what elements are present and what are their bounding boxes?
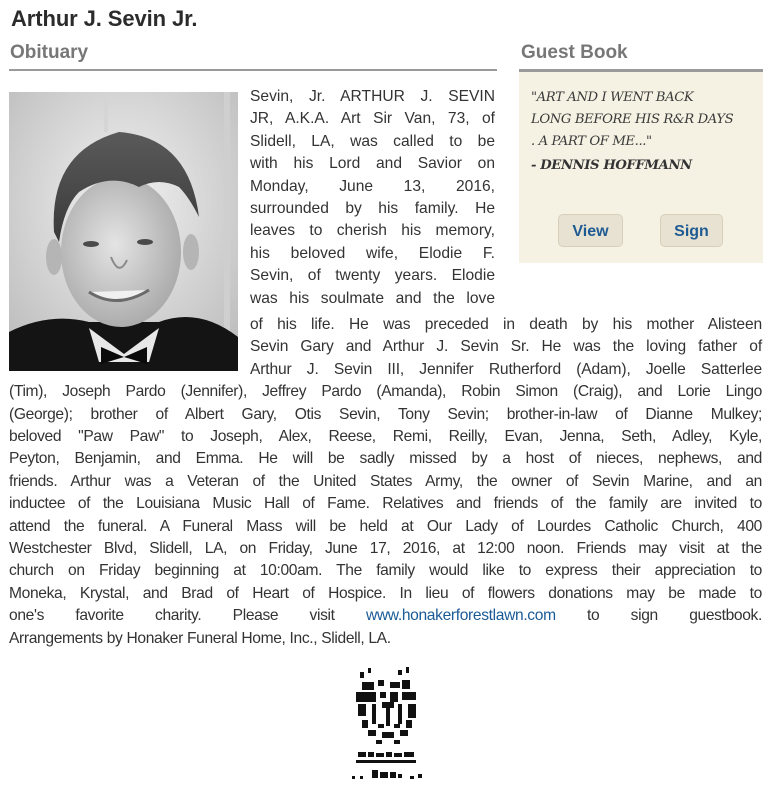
quote-author: - DENNIS HOFFMANN (531, 158, 692, 173)
obituary-link-line (9, 605, 762, 627)
link-line-after: to sign guestbook. (555, 607, 762, 625)
portrait-photo-icon (9, 92, 238, 371)
obituary-line: of his life. He was preceded in death by his mother Alisteen (250, 316, 762, 333)
obituary-line: friends. Arthur was a Veteran of the United States Army, the owner of Sevin Marine, and an (9, 472, 762, 490)
obituary-line: Monday, June 13, 2016, (250, 177, 495, 195)
obituary-line: Moneka, Krystal, and Brad of Heart of Hospice. In lieu of flowers donations may be made to (9, 584, 762, 602)
quote-line: "ART AND I WENT BACK (531, 90, 694, 105)
sign-guest-book-button[interactable]: Sign (660, 214, 723, 247)
obituary-line: Arrangements by Honaker Funeral Home, Inc., Slidell, LA. (9, 629, 391, 647)
guest-book-panel (519, 72, 763, 263)
obituary-line: was his soulmate and the love (250, 289, 495, 307)
guest-book-header-label: Guest Book (521, 42, 628, 63)
obituary-line: Westchester Blvd, Slidell, LA, on Friday, June 17, 2016, at 12:00 noon. Friends may visit at the (9, 540, 762, 557)
page-title: Arthur J. Sevin Jr. (11, 6, 198, 31)
obituary-line: inductee of the Louisiana Music Hall of Fame. Relatives and friends of the family are invited to (9, 495, 762, 513)
obituary-line: surrounded by his family. He (250, 200, 495, 217)
obituary-section-header (9, 42, 497, 71)
obituary-line: attend the funeral. A Funeral Mass will be held at Our Lady of Lourdes Catholic Church, 400 (9, 517, 762, 535)
obituary-line: Sevin, of twenty years. Elodie (250, 267, 495, 285)
obituary-line: (Tim), Joseph Pardo (Jennifer), Jeffrey Pardo (Amanda), Robin Simon (Craig), and Lorie Lingo (9, 383, 762, 401)
obituary-line: with his Lord and Savior on (250, 155, 495, 173)
quote-line: . A PART OF ME..." (531, 134, 652, 149)
obituary-line: Slidell, LA, was called to be (250, 132, 495, 150)
obituary-line: beloved "Paw Paw" to Joseph, Alex, Reese, Remi, Reilly, Evan, Jenna, Seth, Adley, Kyle, (9, 428, 762, 445)
obituary-line: Sevin, Jr. ARTHUR J. SEVIN (250, 88, 495, 105)
guest-book-section-header (519, 42, 763, 72)
quote-line: LONG BEFORE HIS R&R DAYS (531, 112, 734, 127)
portrait-photo (9, 92, 238, 371)
obituary-line: Arthur J. Sevin III, Jennifer Rutherford (Adam), Joelle Satterlee (250, 360, 762, 378)
obituary-line: JR, A.K.A. Art Sir Van, 73, of (250, 110, 495, 128)
obituary-line: church on Friday beginning at 10:00am. The family would like to express their appreciation to (9, 562, 762, 580)
obituary-header-label: Obituary (10, 42, 89, 63)
view-guest-book-button[interactable]: View (558, 214, 623, 247)
funeral-home-emblem-icon (338, 664, 438, 792)
obituary-line: (George); brother of Albert Gary, Otis Sevin, Tony Sevin; brother-in-law of Dianne Mulkey; (9, 405, 762, 423)
link-line-before: one's favorite charity. Please visit (9, 607, 366, 625)
obituary-line: Sevin Gary and Arthur J. Sevin Sr. He was the loving father of (250, 338, 762, 356)
obituary-line: leaves to cherish his memory, (250, 222, 495, 240)
honaker-website-link[interactable]: www.honakerforestlawn.com (365, 607, 556, 625)
obituary-line: Peyton, Benjamin, and Emma. He will be sadly missed by a host of nieces, nephews, and (9, 450, 762, 468)
obituary-line: his beloved wife, Elodie F. (250, 244, 495, 262)
guest-book-quote (531, 87, 759, 153)
